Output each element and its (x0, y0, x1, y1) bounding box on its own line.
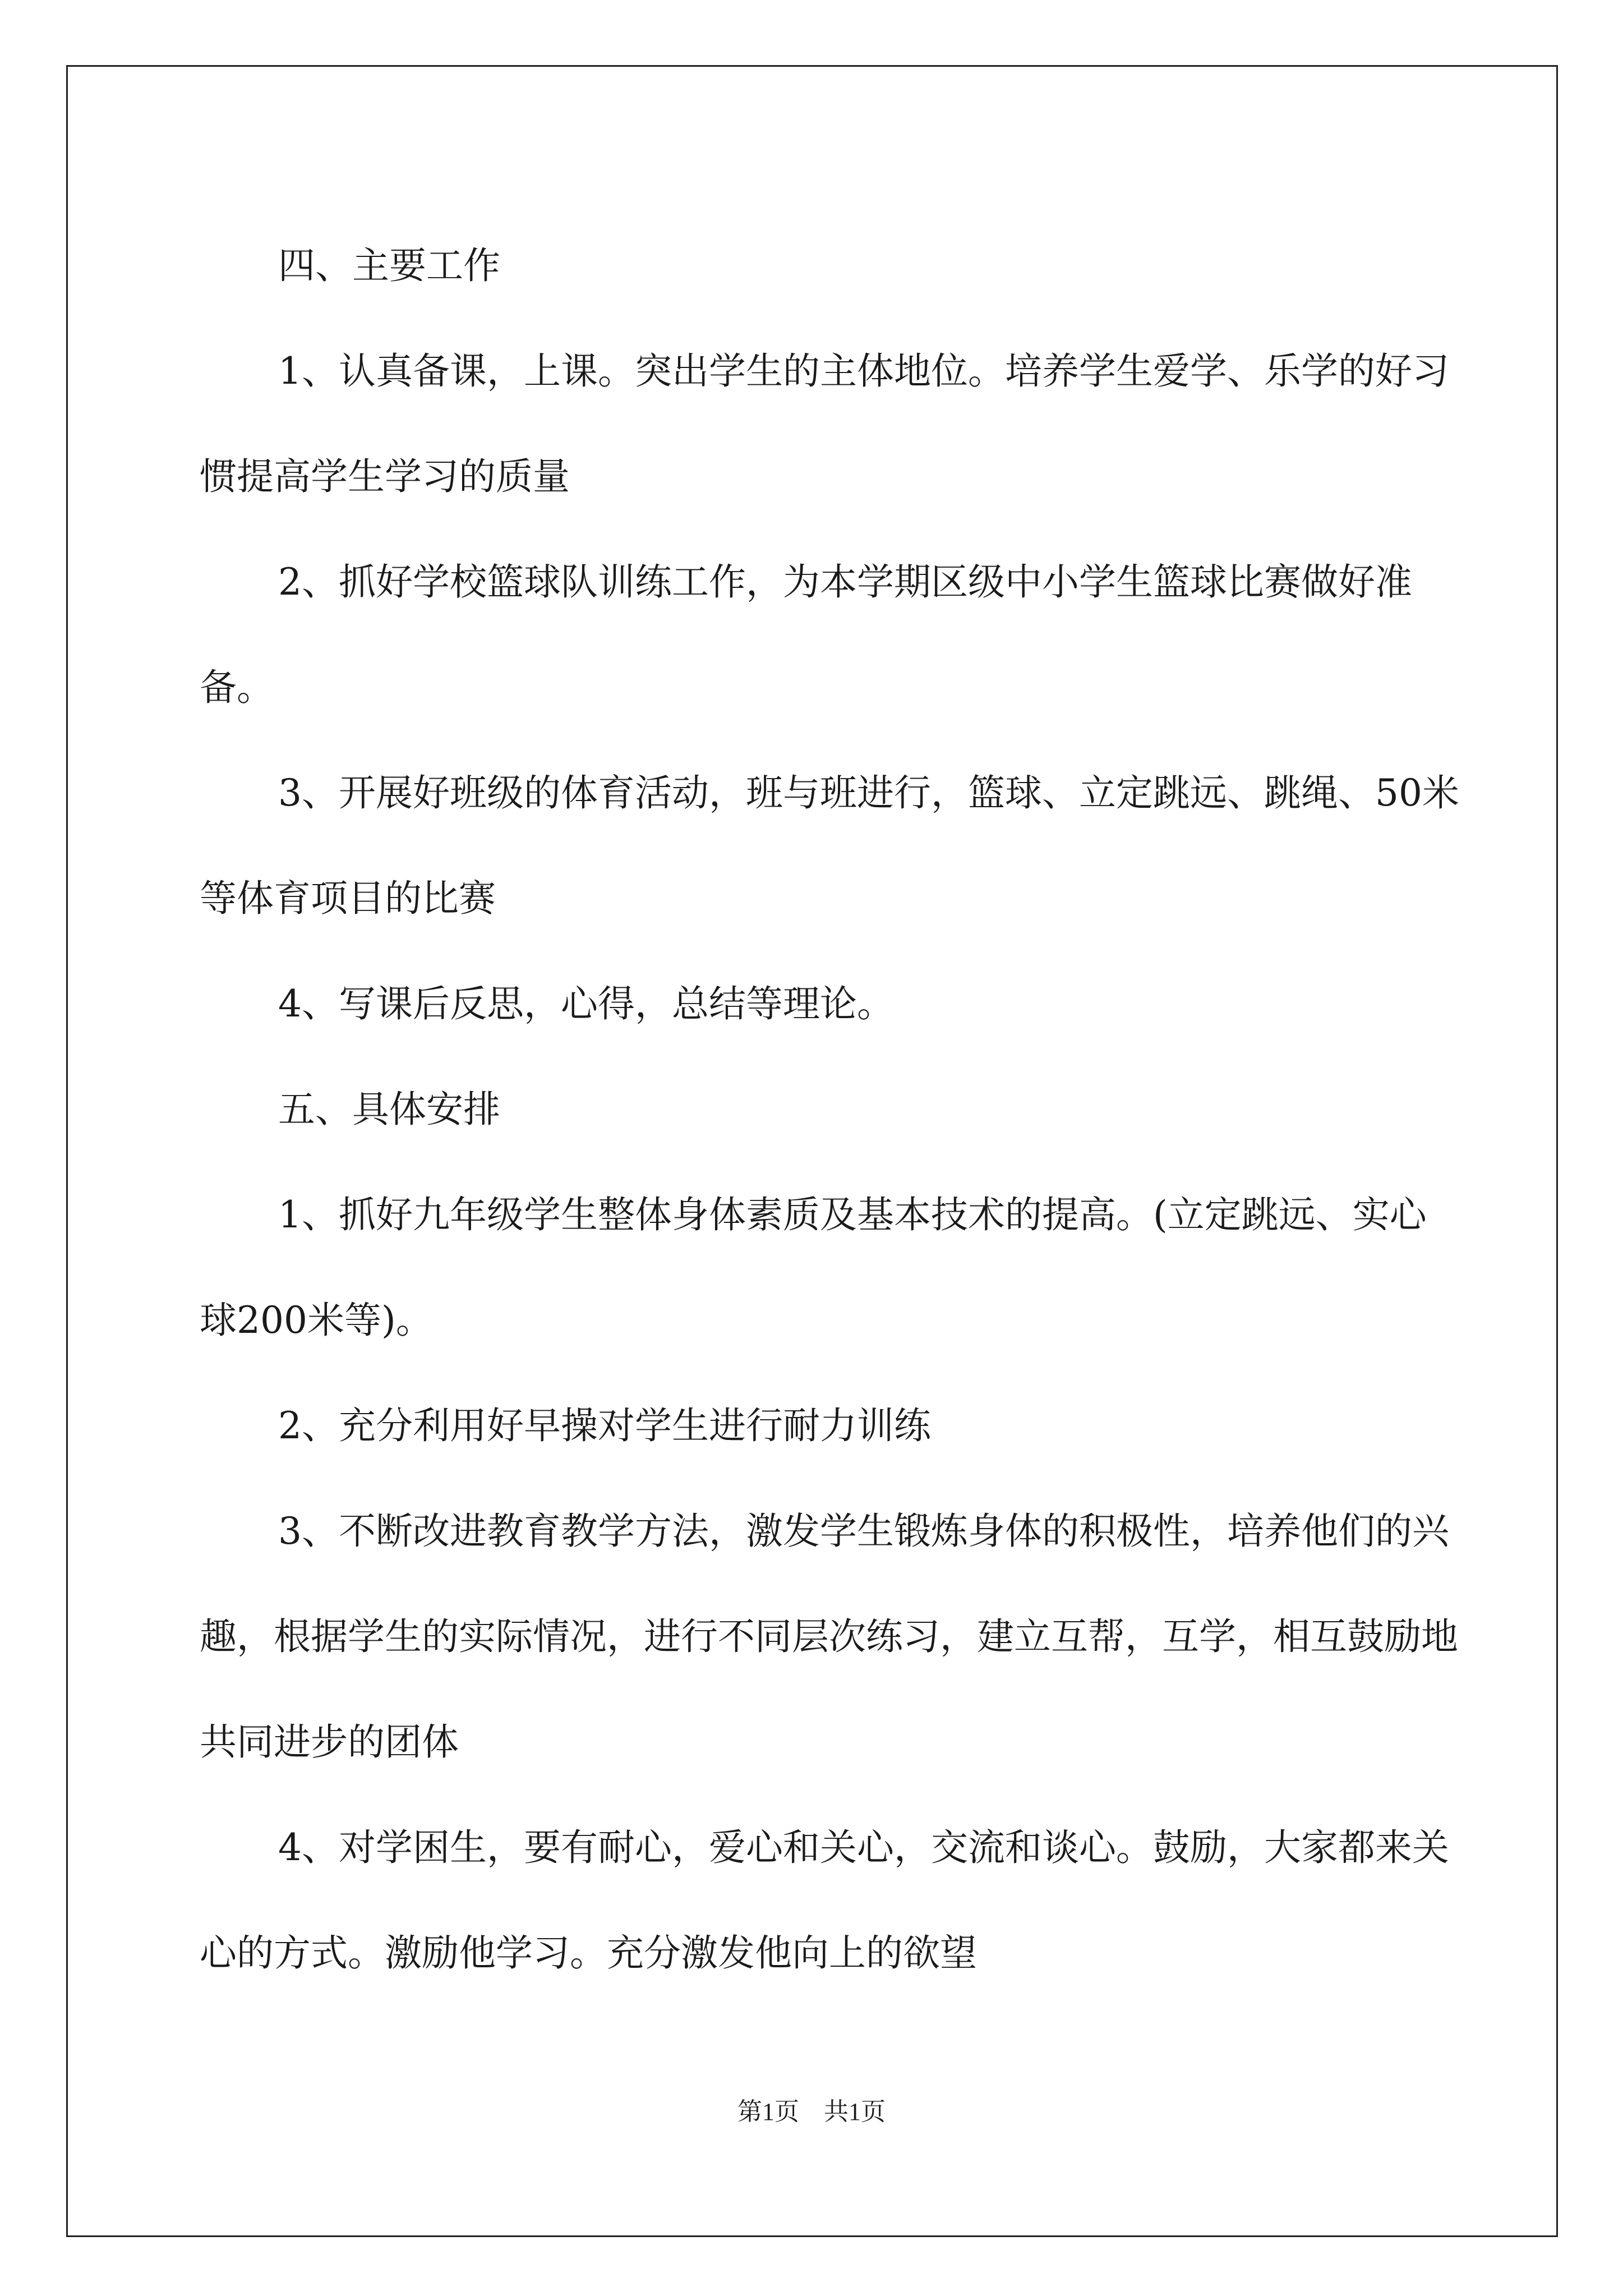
paragraph: 3、开展好班级的体育活动，班与班进行，篮球、立定跳远、跳绳、50米等体育项目的比赛 (200, 771, 1459, 920)
section-heading: 五、具体安排 (278, 1088, 500, 1131)
paragraph: 1、认真备课，上课。突出学生的主体地位。培养学生爱学、乐学的好习惯提高学生学习的质量 (200, 349, 1449, 498)
paragraph: 3、不断改进教育教学方法，激发学生锻炼身体的积极性，培养他们的兴趣，根据学生的实际情况，进行不同层次练习，建立互帮，互学，相互鼓励地共同进步的团体 (200, 1510, 1458, 1764)
paragraph: 2、抓好学校篮球队训练工作，为本学期区级中小学生篮球比赛做好准备。 (200, 560, 1412, 709)
paragraph: 1、抓好九年级学生整体身体素质及基本技术的提高。(立定跳远、实心球200米等)。 (200, 1193, 1427, 1342)
section-heading: 四、主要工作 (278, 244, 500, 287)
paragraph: 4、写课后反思，心得，总结等理论。 (278, 982, 894, 1025)
paragraph: 4、对学困生，要有耐心，爱心和关心，交流和谈心。鼓励，大家都来关心的方式。激励他学习。充分激发他向上的欲望 (200, 1826, 1449, 1975)
document-body (200, 213, 1461, 2006)
paragraph: 2、充分利用好早操对学生进行耐力训练 (278, 1404, 931, 1447)
page-number-footer: 第1页 共1页 (737, 2098, 886, 2125)
